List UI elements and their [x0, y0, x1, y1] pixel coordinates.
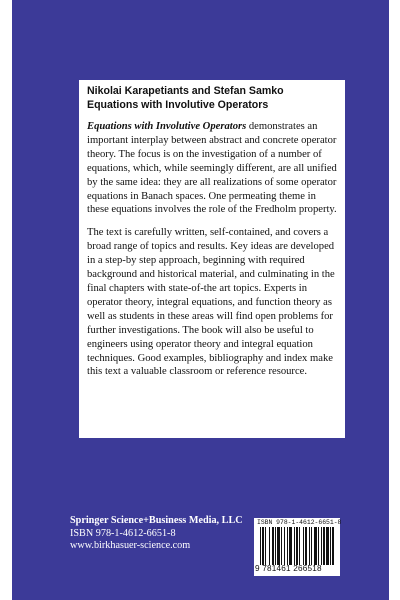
barcode-isbn-label: ISBN 978-1-4612-6651-8 — [257, 519, 342, 526]
description-panel — [79, 80, 345, 438]
description-paragraph-2: The text is carefully written, self-contained, and covers a broad range of topics and results. Key ideas are developed in a step-by step approach, beginning with required background and historical material, and culminating in the final chapters with state-of-the art topics. Experts in operator theory, integral equations, and function theory as well as students in these areas will find open problems for further investigations. The book will also be useful to engineers using operator theory and integral equation techniques. Good examples, bibliography and index make this text a valuable classroom or reference resource. — [87, 227, 335, 378]
publisher-block — [70, 515, 243, 553]
paragraph-1-body: demonstrates an important interplay between abstract and concrete operator theory. The focus is on the investigation of a number of equations, which, while seemingly different, are all unified by the same idea: they are all realizations of some operator equations in Banach spaces. One permeating theme in these equations involves the role of the Fredholm property. — [87, 121, 337, 216]
book-title: Equations with Involutive Operators — [87, 99, 269, 111]
title-lead: Equations with Involutive Operators — [87, 121, 247, 132]
description-paragraph-1 — [87, 120, 337, 217]
barcode — [254, 518, 340, 576]
barcode-digits: 9 781461 266518 — [255, 564, 322, 573]
authors: Nikolai Karapetiants and Stefan Samko — [87, 85, 284, 97]
barcode-bars — [260, 527, 336, 565]
publisher-name: Springer Science+Business Media, LLC — [70, 515, 243, 526]
publisher-url: www.birkhasuer-science.com — [70, 540, 191, 552]
back-cover — [12, 0, 389, 600]
publisher-isbn: ISBN 978-1-4612-6651-8 — [70, 527, 176, 539]
